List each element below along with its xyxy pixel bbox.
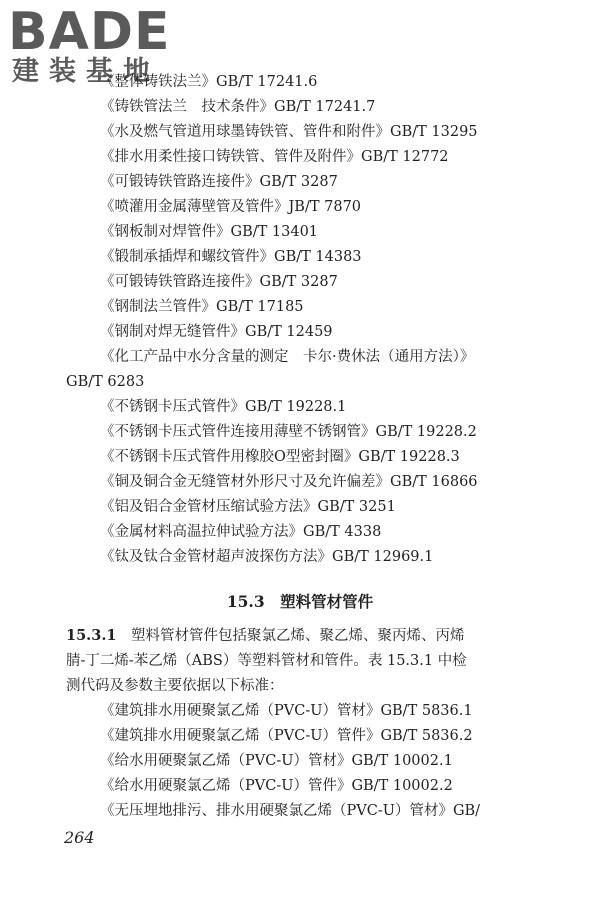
clause-number: 15.3.1 <box>66 627 117 644</box>
list-item: 《铜及铜合金无缝管材外形尺寸及允许偏差》GB/T 16866 <box>100 474 478 490</box>
clause-first-line <box>66 627 464 645</box>
list-item: 《给水用硬聚氯乙烯（PVC-U）管材》GB/T 10002.1 <box>100 753 453 769</box>
clause-text: 腈-丁二烯-苯乙烯（ABS）等塑料管材和管件。表 15.3.1 中检 <box>66 653 467 669</box>
list-item: 《喷灌用金属薄壁管及管件》JB/T 7870 <box>100 199 362 215</box>
list-item: 《铝及铝合金管材压缩试验方法》GB/T 3251 <box>100 499 396 515</box>
section-heading: 15.3 塑料管材管件 <box>226 592 374 611</box>
list-item: 《钢板制对焊管件》GB/T 13401 <box>100 224 319 240</box>
list-item: 《可锻铸铁管路连接件》GB/T 3287 <box>100 174 338 190</box>
list-item: 《不锈钢卡压式管件用橡胶O型密封圈》GB/T 19228.3 <box>100 449 460 465</box>
clause-text: 测代码及参数主要依据以下标准： <box>66 678 284 694</box>
list-item: 《排水用柔性接口铸铁管、管件及附件》GB/T 12772 <box>100 149 449 165</box>
logo-brand: BADE <box>8 2 171 62</box>
list-item: 《建筑排水用硬聚氯乙烯（PVC-U）管材》GB/T 5836.1 <box>100 703 473 719</box>
logo-tagline: 建装基地 <box>12 56 160 87</box>
list-item: 《不锈钢卡压式管件连接用薄壁不锈钢管》GB/T 19228.2 <box>100 424 477 440</box>
list-item: 《金属材料高温拉伸试验方法》GB/T 4338 <box>100 524 382 540</box>
list-item: 《可锻铸铁管路连接件》GB/T 3287 <box>100 274 338 290</box>
list-item: 《钛及钛合金管材超声波探伤方法》GB/T 12969.1 <box>100 549 434 565</box>
list-item: 《建筑排水用硬聚氯乙烯（PVC-U）管件》GB/T 5836.2 <box>100 728 473 744</box>
list-item: 《水及燃气管道用球墨铸铁管、管件和附件》GB/T 13295 <box>100 124 478 140</box>
clause-text: 塑料管材管件包括聚氯乙烯、聚乙烯、聚丙烯、丙烯 <box>130 628 465 644</box>
list-item: 《无压埋地排污、排水用硬聚氯乙烯（PVC-U）管材》GB/ <box>100 803 481 819</box>
list-item: 《铸铁管法兰 技术条件》GB/T 17241.7 <box>100 99 376 115</box>
list-item: 《整体铸铁法兰》GB/T 17241.6 <box>100 74 318 90</box>
page-number: 264 <box>64 828 95 847</box>
list-item: 《锻制承插焊和螺纹管件》GB/T 14383 <box>100 249 362 265</box>
list-item-continuation: GB/T 6283 <box>66 374 145 390</box>
list-item: 《钢制对焊无缝管件》GB/T 12459 <box>100 324 333 340</box>
list-item: 《钢制法兰管件》GB/T 17185 <box>100 299 304 315</box>
list-item: 《给水用硬聚氯乙烯（PVC-U）管件》GB/T 10002.2 <box>100 778 453 794</box>
list-item: 《化工产品中水分含量的测定 卡尔·费休法（通用方法）》 <box>100 349 475 365</box>
list-item: 《不锈钢卡压式管件》GB/T 19228.1 <box>100 399 347 415</box>
